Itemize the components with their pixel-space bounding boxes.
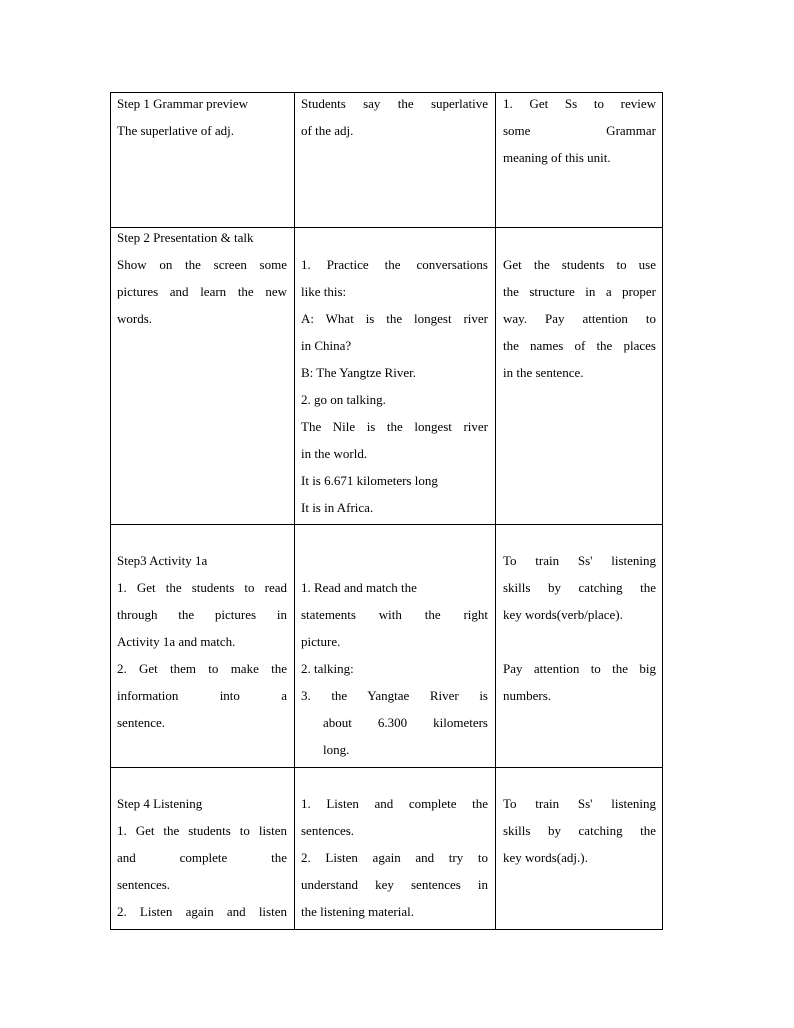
activity-line: like this:: [301, 284, 347, 299]
row-divider-3: [110, 767, 663, 768]
step-line: 2. Get them to make the: [117, 661, 287, 676]
step-line: 1. Get the students to read: [117, 580, 287, 595]
activity-line: 1. Read and match the: [301, 580, 417, 595]
activity-line: picture.: [301, 634, 341, 649]
step-line: words.: [117, 311, 153, 326]
purpose-line: 1. Get Ss to review: [503, 96, 656, 111]
step-line: and complete the: [117, 850, 287, 865]
purpose-line: the structure in a proper: [503, 284, 656, 299]
purpose-line: key words(adj.).: [503, 850, 588, 865]
activity-line: 1. Practice the conversations: [301, 257, 488, 272]
step-line: Step3 Activity 1a: [117, 553, 208, 568]
purpose-line: the names of the places: [503, 338, 656, 353]
step-line: sentences.: [117, 877, 171, 892]
purpose-line: way. Pay attention to: [503, 311, 656, 326]
purpose-line: in the sentence.: [503, 365, 584, 380]
activity-line: It is 6.671 kilometers long: [301, 473, 438, 488]
activity-line: 2. talking:: [301, 661, 354, 676]
step-line: pictures and learn the new: [117, 284, 287, 299]
step-line: Show on the screen some: [117, 257, 287, 272]
step-line: information into a: [117, 688, 287, 703]
purpose-line: skills by catching the: [503, 823, 656, 838]
activity-line: The Nile is the longest river: [301, 419, 488, 434]
step-line: Step 4 Listening: [117, 796, 203, 811]
activity-line: in the world.: [301, 446, 368, 461]
purpose-line: To train Ss' listening: [503, 553, 656, 568]
activity-line: understand key sentences in: [301, 877, 488, 892]
activity-line: Students say the superlative: [301, 96, 488, 111]
activity-line: 2. Listen again and try to: [301, 850, 488, 865]
activity-line: 3. the Yangtae River is: [301, 688, 488, 703]
step-line: Step 1 Grammar preview: [117, 96, 249, 111]
step-line: 2. Listen again and listen: [117, 904, 287, 919]
activity-line: B: The Yangtze River.: [301, 365, 416, 380]
row-divider-2: [110, 524, 663, 525]
table-border-left: [110, 92, 111, 930]
activity-line: long.: [323, 742, 350, 757]
purpose-line: To train Ss' listening: [503, 796, 656, 811]
purpose-line: Pay attention to the big: [503, 661, 656, 676]
column-divider-1: [294, 92, 295, 930]
purpose-line: some Grammar: [503, 123, 656, 138]
step-line: sentence.: [117, 715, 166, 730]
purpose-line: numbers.: [503, 688, 552, 703]
activity-line: in China?: [301, 338, 352, 353]
purpose-line: skills by catching the: [503, 580, 656, 595]
purpose-line: meaning of this unit.: [503, 150, 611, 165]
purpose-line: key words(verb/place).: [503, 607, 623, 622]
activity-line: A: What is the longest river: [301, 311, 488, 326]
step-line: The superlative of adj.: [117, 123, 234, 138]
activity-line: 1. Listen and complete the: [301, 796, 488, 811]
activity-line: 2. go on talking.: [301, 392, 386, 407]
lesson-plan-table: [110, 92, 663, 930]
activity-line: of the adj.: [301, 123, 354, 138]
step-line: Activity 1a and match.: [117, 634, 236, 649]
table-border-bottom: [110, 929, 663, 930]
column-divider-2: [495, 92, 496, 930]
table-border-top: [110, 92, 663, 93]
step-line: through the pictures in: [117, 607, 287, 622]
activity-line: about 6.300 kilometers: [323, 715, 488, 730]
activity-line: the listening material.: [301, 904, 414, 919]
activity-line: It is in Africa.: [301, 500, 374, 515]
purpose-line: Get the students to use: [503, 257, 656, 272]
step-line: Step 2 Presentation & talk: [117, 230, 254, 245]
step-line: 1. Get the students to listen: [117, 823, 287, 838]
activity-line: sentences.: [301, 823, 355, 838]
activity-line: statements with the right: [301, 607, 488, 622]
table-border-right: [662, 92, 663, 930]
